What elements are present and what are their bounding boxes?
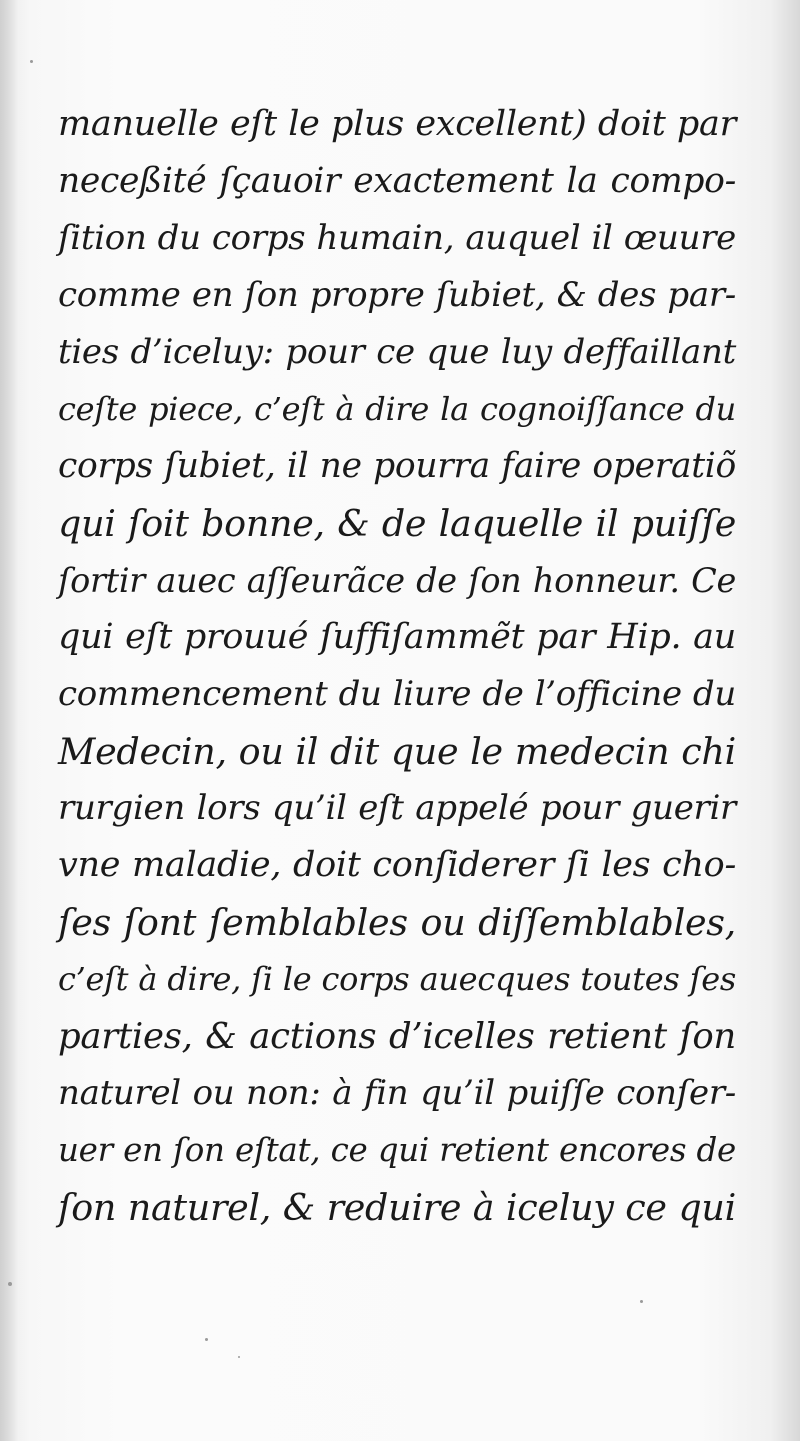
text-line: ſition du corps humain, auquel il œuure: [58, 218, 736, 258]
text-line: commencement du liure de l’officine du: [58, 674, 736, 714]
ink-speck: [8, 1282, 12, 1286]
text-line: neceßité ſçauoir exactement la compo-: [58, 161, 736, 201]
text-line: naturel ou non: à fin qu’il puiſſe conſer-: [58, 1073, 736, 1113]
text-line: qui ſoit bonne, & de laquelle il puiſſe: [58, 502, 736, 545]
text-line: vne maladie, doit conſiderer ſi les cho-: [58, 845, 736, 885]
text-line: ſes ſont ſemblables ou diſſemblables,: [58, 901, 736, 944]
ink-speck: [238, 1356, 240, 1358]
text-line: comme en ſon propre ſubiet, & des par-: [58, 275, 736, 315]
text-line: uer en ſon eſtat, ce qui retient encores de: [58, 1131, 736, 1169]
text-line: qui eſt prouué ſuffiſammẽt par Hip. au: [58, 617, 736, 657]
ink-speck: [30, 60, 33, 63]
gutter-shadow: [0, 0, 18, 1441]
text-line: c’eſt à dire, ſi le corps auecques toutes ſes: [58, 960, 736, 998]
text-line: corps ſubiet, il ne pourra faire operatiõ: [58, 446, 736, 486]
body-text: [58, 96, 736, 1236]
text-line: rurgien lors qu’il eſt appelé pour guerir: [58, 788, 736, 828]
text-line: ſortir auec aſſeurãce de ſon honneur. Ce: [58, 561, 736, 600]
text-line: ceſte piece, c’eſt à dire la cognoiſſance du: [58, 390, 736, 428]
ink-speck: [205, 1338, 208, 1341]
ink-speck: [640, 1300, 643, 1303]
text-line: manuelle eſt le plus excellent) doit par: [58, 104, 736, 144]
text-line: Medecin, ou il dit que le medecin chi: [58, 730, 736, 773]
text-line: parties, & actions d’icelles retient ſon: [58, 1016, 736, 1057]
text-line: ties d’iceluy: pour ce que luy deffaillant: [58, 332, 736, 372]
text-line: ſon naturel, & reduire à iceluy ce qui: [58, 1186, 736, 1229]
